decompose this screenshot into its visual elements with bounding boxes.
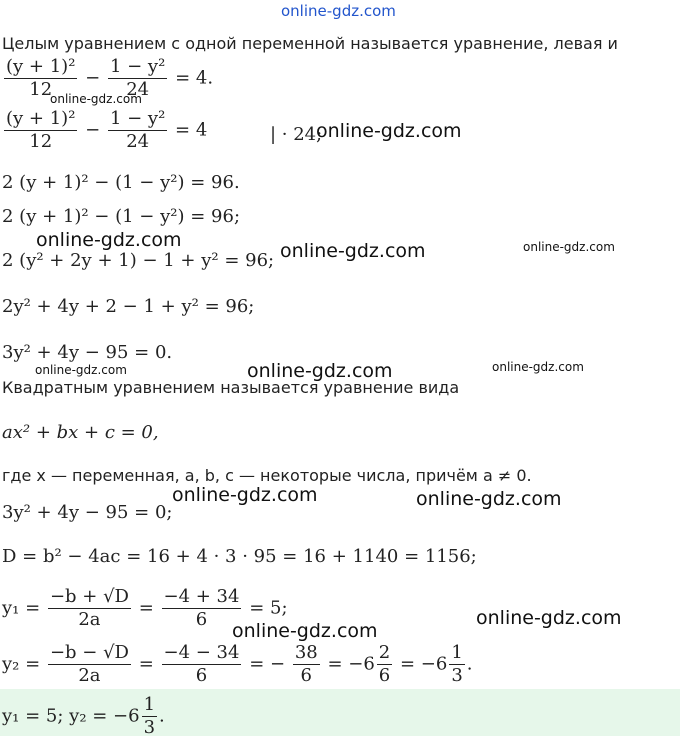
step-8: 3y² + 4y − 95 = 0;: [2, 502, 173, 523]
watermark[interactable]: online-gdz.com: [247, 360, 393, 382]
root-y1: y₁ = $\frac{-b + √D}{2a}$ = $\frac{-4 + 34}{6}$ = 5;: [2, 586, 288, 630]
step-7: 3y² + 4y − 95 = 0.: [2, 342, 173, 363]
watermark[interactable]: online-gdz.com: [416, 488, 562, 510]
step-3: 2 (y + 1)² − (1 − y²) = 96.: [2, 172, 240, 193]
general-form: ax² + bx + c = 0,: [2, 422, 159, 443]
watermark[interactable]: online-gdz.com: [232, 620, 378, 642]
step-4: 2 (y + 1)² − (1 − y²) = 96;: [2, 206, 241, 227]
answer: y₁ = 5; y₂ = −6 $\frac{1}{3}$ .: [2, 694, 165, 738]
watermark[interactable]: online-gdz.com: [50, 92, 142, 106]
watermark[interactable]: online-gdz.com: [316, 120, 462, 142]
where-text: где x — переменная, a, b, c — некоторые числа, причём a ≠ 0.: [2, 466, 532, 485]
intro-text: Целым уравнением с одной переменной называется уравнение, левая и: [2, 34, 618, 53]
multiplier-note: | · 24;: [270, 124, 323, 145]
watermark[interactable]: online-gdz.com: [35, 363, 127, 377]
fraction-equation-1: $\frac{\text{(y + 1)²}}{12}$ − $\frac{\text{1 − y²}}{24}$ = 4.: [6, 56, 214, 100]
step-5: 2 (y² + 2y + 1) − 1 + y² = 96;: [2, 250, 275, 271]
watermark[interactable]: online-gdz.com: [36, 229, 182, 251]
watermark[interactable]: online-gdz.com: [172, 484, 318, 506]
fraction-equation-2: $\frac{\text{(y + 1)²}}{12}$ − $\frac{\text{1 − y²}}{24}$ = 4: [6, 108, 208, 152]
discriminant: D = b² − 4ac = 16 + 4 · 3 · 95 = 16 + 1140 = 1156;: [2, 546, 477, 567]
watermark[interactable]: online-gdz.com: [492, 360, 584, 374]
step-6: 2y² + 4y + 2 − 1 + y² = 96;: [2, 296, 255, 317]
watermark[interactable]: online-gdz.com: [280, 240, 426, 262]
watermark[interactable]: online-gdz.com: [476, 607, 622, 629]
quadratic-definition: Квадратным уравнением называется уравнение вида: [2, 378, 460, 397]
root-y2: y₂ = $\frac{-b - √D}{2a}$ = $\frac{-4 - 34}{6}$ = − $\frac{38}{6}$ = −6 $\frac{2}{6}$ = −6 $\frac{1}{3}$ .: [2, 642, 473, 686]
watermark-top[interactable]: online-gdz.com: [281, 2, 396, 20]
watermark[interactable]: online-gdz.com: [523, 240, 615, 254]
